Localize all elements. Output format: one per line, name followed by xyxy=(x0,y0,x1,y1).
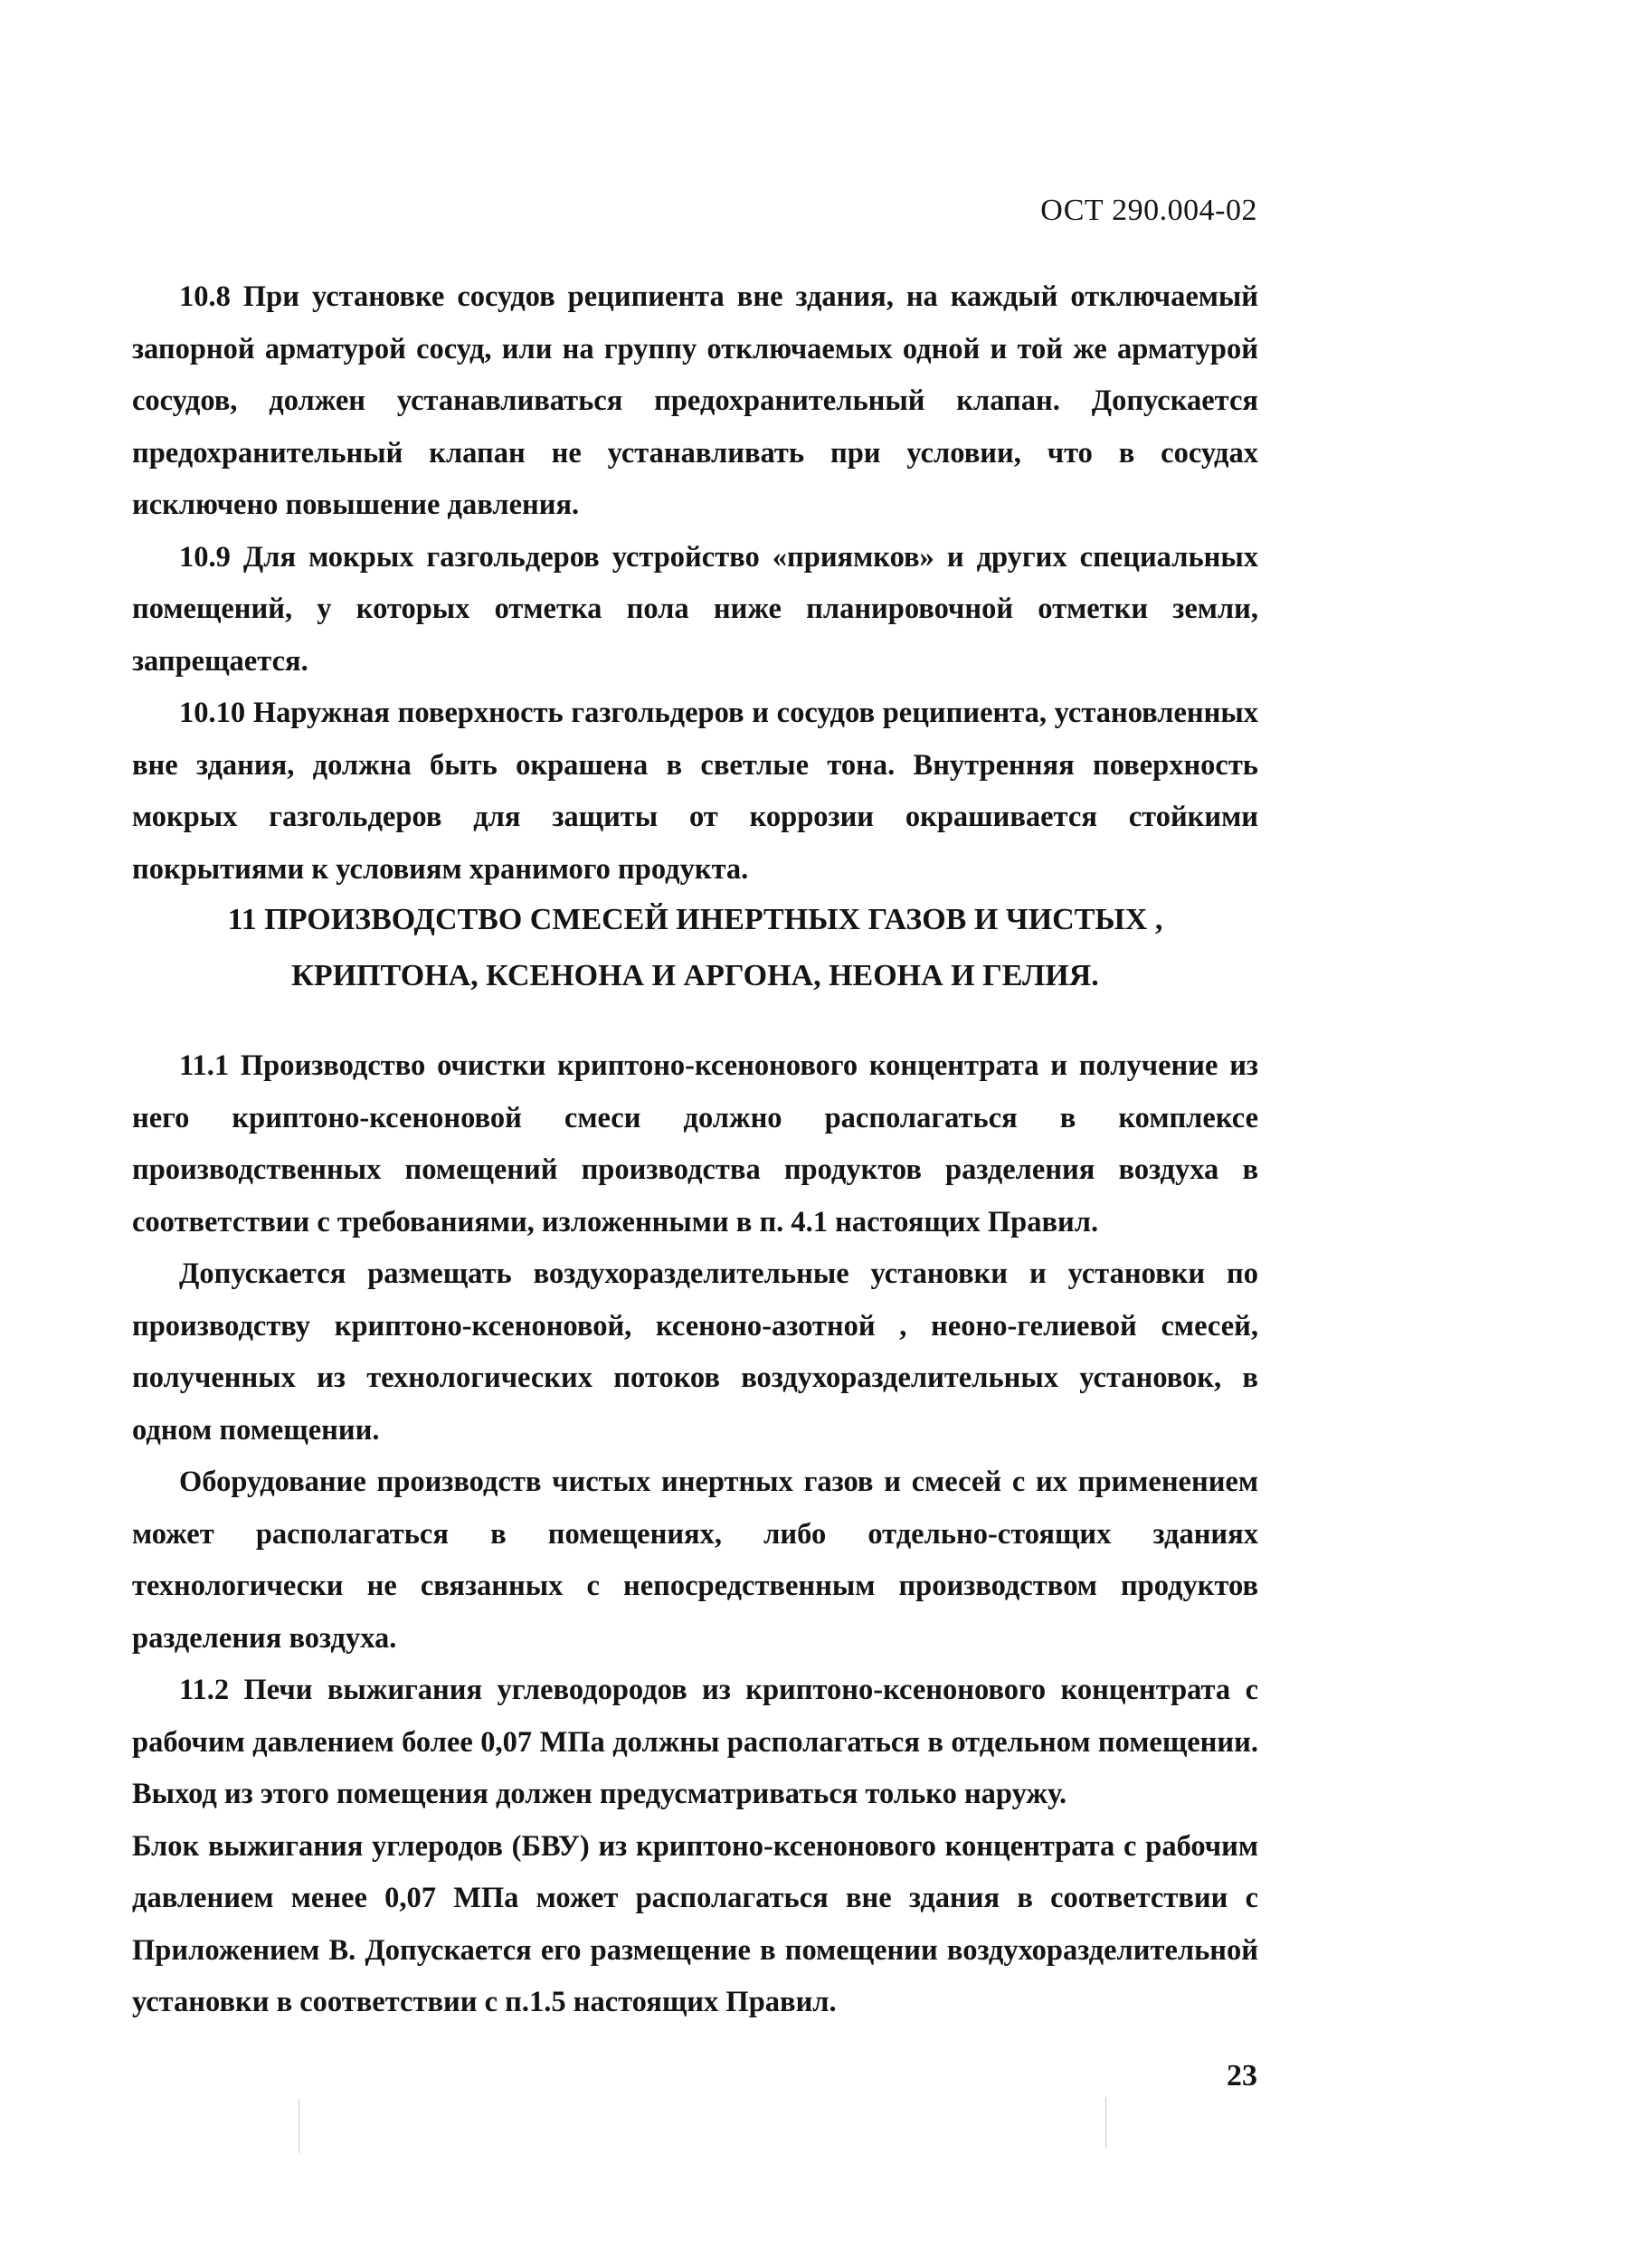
paragraph-11-2-bvu: Блок выжигания углеродов (БВУ) из криптоно-ксенонового концентрата с рабочим давлением менее 0,07 МПа может располагаться вне здания в соответствии с Приложением В. Допускается его размещение в помещении воздухоразделительной установки в соответствии с п.1.5 настоящих Правил. xyxy=(132,1829,1258,2018)
scan-artifact-mark xyxy=(1105,2097,1106,2148)
section-11-title xyxy=(132,892,1258,1004)
document-code: ОСТ 290.004-02 xyxy=(1040,194,1257,227)
page-number: 23 xyxy=(1227,2059,1257,2092)
paragraph-10-9: 10.9 Для мокрых газгольдеров устройство «приямков» и других специальных помещений, у которых отметка пола ниже планировочной отметки земли, запрещается. xyxy=(132,540,1258,678)
paragraph-11-1: 11.1 Производство очистки криптоно-ксенонового концентрата и получение из него криптоно-ксеноновой смеси должно располагаться в комплексе производственных помещений производства продуктов разделения воздуха в соответствии с требованиями, изложенными в п. 4.1 настоящих Правил. xyxy=(132,1049,1258,1238)
paragraph-11-2: 11.2 Печи выжигания углеводородов из криптоно-ксенонового концентрата с рабочим давлением более 0,07 МПа должны располагаться в отдельном помещении. Выход из этого помещения должен предусматриваться только наружу. xyxy=(132,1674,1258,1810)
paragraph-11-1-allowance: Допускается размещать воздухоразделительные установки и установки по производству криптоно-ксеноновой, ксеноно-азотной , неоно-гелиевой смесей, полученных из технологических потоков воздухоразделительных установок, в одном помещении. xyxy=(132,1257,1258,1447)
paragraph-10-10: 10.10 Наружная поверхность газгольдеров и сосудов реципиента, установленных вне здания, должна быть окрашена в светлые тона. Внутренняя поверхность мокрых газгольдеров для защиты от коррозии окрашивается стойкими покрытиями к условиям хранимого продукта. xyxy=(132,697,1258,886)
section-11-body xyxy=(132,1040,1258,2029)
section-10-body xyxy=(132,271,1258,896)
section-11-title-line-2: КРИПТОНА, КСЕНОНА И АРГОНА, НЕОНА И ГЕЛИЯ. xyxy=(291,959,1099,992)
paragraph-11-1-equipment: Оборудование производств чистых инертных газов и смесей с их применением может располагаться в помещениях, либо отдельно-стоящих зданиях технологически не связанных с непосредственным производством продуктов разделения воздуха. xyxy=(132,1466,1258,1655)
paragraph-10-8: 10.8 При установке сосудов реципиента вне здания, на каждый отключаемый запорной арматурой сосуд, или на группу отключаемых одной и той же арматурой сосудов, должен устанавливаться предохранительный клапан. Допускается предохранительный клапан не устанавливать при условии, что в сосудах исключено повышение давления. xyxy=(132,280,1258,521)
section-11-title-line-1: 11 ПРОИЗВОДСТВО СМЕСЕЙ ИНЕРТНЫХ ГАЗОВ И ЧИСТЫХ , xyxy=(227,903,1163,936)
